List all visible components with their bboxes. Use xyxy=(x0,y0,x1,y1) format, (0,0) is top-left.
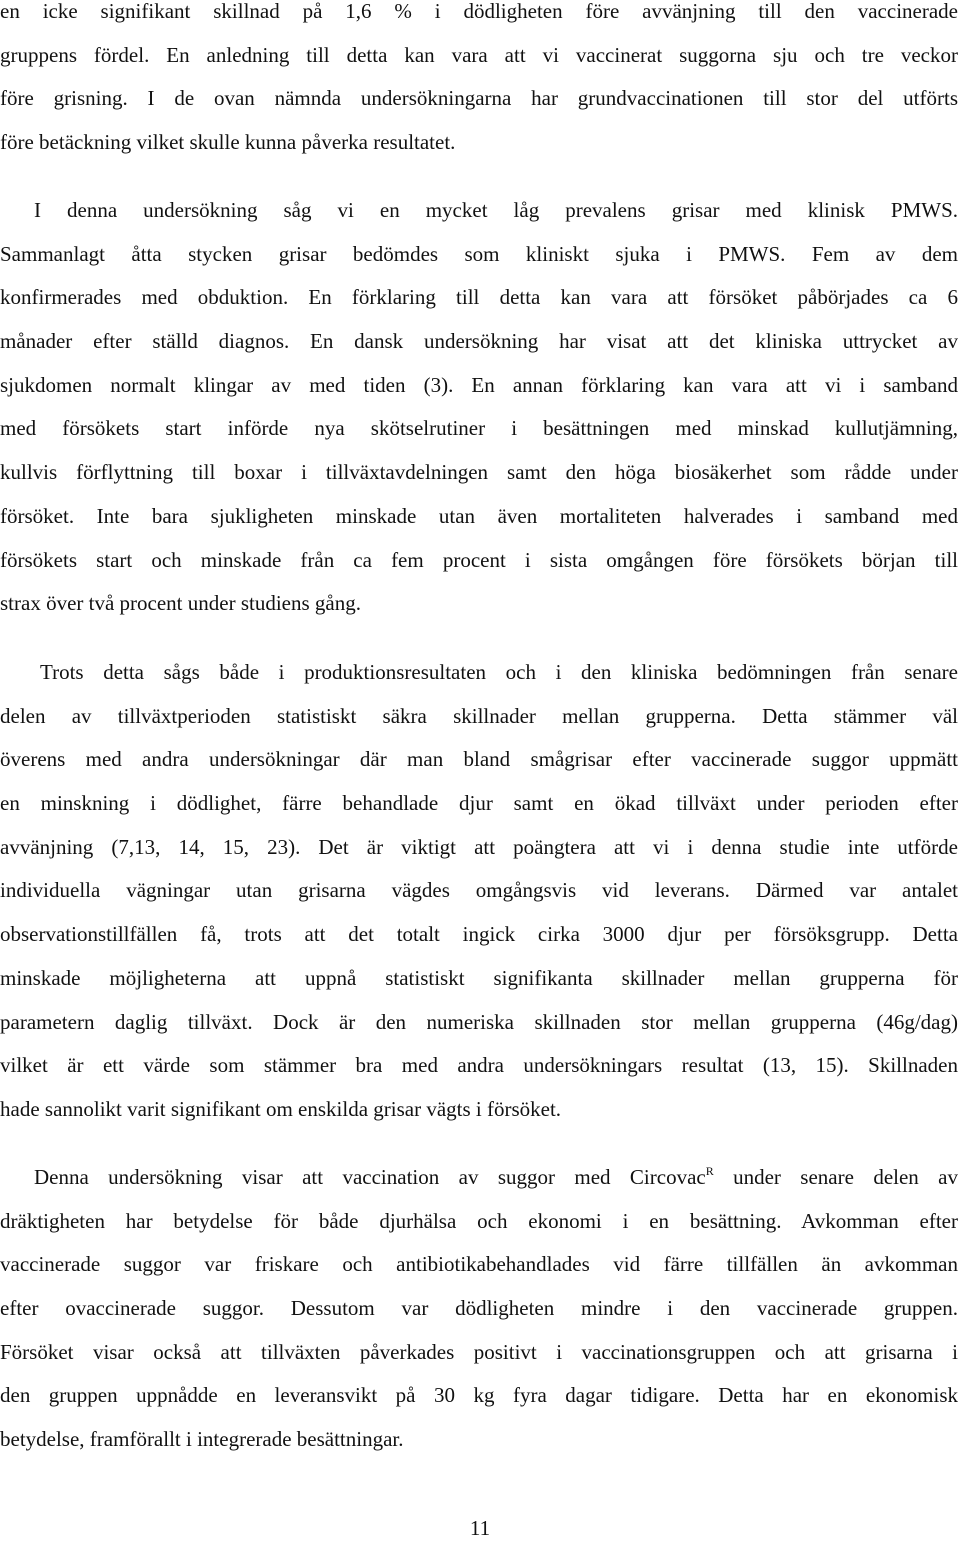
text-line: Försöket visar också att tillväxten påverkades positivt i vaccinationsgruppen och att grisarna i xyxy=(0,1339,958,1364)
text-line: efter ovaccinerade suggor. Dessutom var dödligheten mindre i den vaccinerade gruppen. xyxy=(0,1296,958,1321)
text-line: individuella vägningar utan grisarna vägdes omgångsvis vid leverans. Därmed var antalet xyxy=(0,878,958,903)
paragraph-conclusion xyxy=(0,1156,958,1462)
text-line: en icke signifikant skillnad på 1,6 % i dödligheten före avvänjning till den vaccinerade xyxy=(0,0,958,23)
text-line: före grisning. I de ovan nämnda undersökningarna har grundvaccinationen till stor del utförts xyxy=(0,86,958,111)
text-line: den gruppen uppnådde en leveransvikt på 30 kg fyra dagar tidigare. Detta har en ekonomisk xyxy=(0,1383,958,1408)
text-line: avvänjning (7,13, 14, 15, 23). Det är viktigt att poängtera att vi i denna studie inte utförde xyxy=(0,834,958,859)
paragraph-pmws-prevalence xyxy=(0,189,958,626)
text-line: vaccinerade suggor var friskare och antibiotikabehandlades vid färre tillfällen än avkomman xyxy=(0,1252,958,1277)
text-line: sjukdomen normalt klingar av med tiden (3). En annan förklaring kan vara att vi i samband xyxy=(0,372,958,397)
text-line: månader efter ställd diagnos. En dansk undersökning har visat att det kliniska uttrycket av xyxy=(0,329,958,354)
text-line: observationstillfällen få, trots att det totalt ingick cirka 3000 djur per försöksgrupp. Detta xyxy=(0,922,958,947)
text-line: med försökets start införde nya skötselrutiner i besättningen med minskad kullutjämning, xyxy=(0,416,958,441)
text-line: Trots detta sågs både i produktionsresultaten och i den kliniska bedömningen från senare xyxy=(40,660,958,684)
text-line: minskade möjligheterna att uppnå statistiskt signifikanta skillnader mellan grupperna för xyxy=(0,965,958,990)
paragraph-vaccination-timing xyxy=(0,0,958,165)
text-line: försöket. Inte bara sjukligheten minskade utan även mortaliteten halverades i samband med xyxy=(0,503,958,528)
text-line: en minskning i dödlighet, färre behandlade djur samt en ökad tillväxt under perioden efter xyxy=(0,791,958,816)
text-line: dräktigheten har betydelse för både djurhälsa och ekonomi i en besättning. Avkomman efter xyxy=(0,1208,958,1233)
paragraph-production-results xyxy=(0,651,958,1132)
text-line: gruppens fördel. En anledning till detta kan vara att vi vaccinerat suggorna sju och tre veckor xyxy=(0,42,958,67)
text-line: Sammanlagt åtta stycken grisar bedömdes som kliniskt sjuka i PMWS. Fem av dem xyxy=(0,241,958,266)
text-line: före betäckning vilket skulle kunna påverka resultatet. xyxy=(0,130,456,155)
text-line: vilket är ett värde som stämmer bra med andra undersökningars resultat (13, 15). Skillnaden xyxy=(0,1053,958,1078)
text-line: överens med andra undersökningar där man bland smågrisar efter vaccinerade suggor uppmätt xyxy=(0,747,958,772)
page-number: 11 xyxy=(469,1516,491,1540)
registered-superscript: R xyxy=(705,1164,714,1178)
text-fragment: Denna undersökning visar att vaccination av suggor med Circovac xyxy=(34,1165,706,1189)
text-line: försökets start och minskade från ca fem procent i sista omgången före försökets början till xyxy=(0,547,958,572)
text-line: betydelse, framförallt i integrerade besättningar. xyxy=(0,1427,404,1452)
text-line: konfirmerades med obduktion. En förklaring till detta kan vara att försöket påbörjades ca 6 xyxy=(0,285,958,310)
text-line: delen av tillväxtperioden statistiskt säkra skillnader mellan grupperna. Detta stämmer väl xyxy=(0,703,958,728)
text-line: I denna undersökning såg vi en mycket låg prevalens grisar med klinisk PMWS. xyxy=(34,198,958,222)
text-line: strax över två procent under studiens gång. xyxy=(0,591,361,616)
text-line xyxy=(0,1156,958,1200)
text-line: parametern daglig tillväxt. Dock är den numeriska skillnaden stor mellan grupperna (46g/dag) xyxy=(0,1009,958,1034)
text-fragment: under senare delen av xyxy=(713,1165,958,1189)
text-line: kullvis förflyttning till boxar i tillväxtavdelningen samt den höga biosäkerhet som rådde under xyxy=(0,460,958,485)
text-line: hade sannolikt varit signifikant om enskilda grisar vägts i försöket. xyxy=(0,1096,562,1121)
